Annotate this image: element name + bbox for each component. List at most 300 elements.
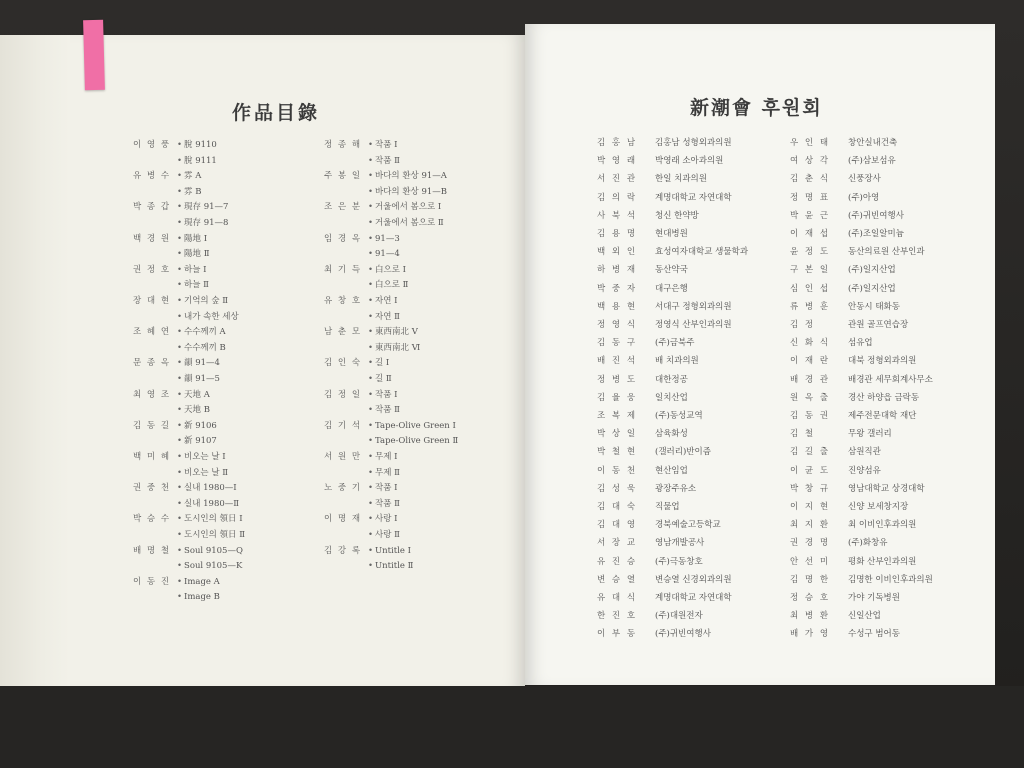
work-entry [324, 468, 400, 479]
supporter-name: 배 가 영 [790, 629, 831, 640]
work-title: Image B [184, 592, 220, 603]
work-entry [133, 592, 220, 603]
work-entry [324, 358, 389, 369]
work-title: 新 9107 [184, 436, 217, 447]
supporter-entry [597, 520, 721, 531]
supporter-affiliation: 안동시 태화동 [848, 301, 900, 312]
work-title: 하늘 Ⅰ [184, 264, 207, 275]
work-title: Untitle Ⅰ [375, 545, 411, 556]
work-entry [133, 140, 217, 151]
supporter-entry [597, 375, 688, 386]
supporter-entry [790, 593, 900, 604]
bullet: • [177, 327, 183, 338]
supporter-affiliation: 박영래 소아과의원 [655, 156, 724, 167]
supporter-affiliation: 최 이비인후과의원 [848, 520, 917, 531]
work-title: 現存 91—8 [184, 218, 229, 228]
supporter-affiliation: (주)금북주 [655, 338, 695, 349]
supporter-affiliation: 삼육화성 [655, 429, 688, 440]
supporter-affiliation: 한일 치과의원 [655, 174, 707, 185]
supporter-entry [790, 429, 892, 440]
supporter-entry [790, 411, 916, 422]
supporter-entry [597, 538, 704, 549]
work-entry [324, 156, 400, 167]
work-title: 도시인의 領日 Ⅰ [184, 514, 243, 525]
bullet: • [177, 218, 183, 228]
work-title: 실내 1980—Ⅰ [184, 483, 237, 494]
work-entry [133, 202, 228, 213]
work-title: 韻 91—5 [184, 374, 220, 384]
supporter-name: 김 용 명 [597, 229, 638, 239]
supporter-name: 김 성 욱 [597, 483, 638, 494]
supporter-affiliation: (주)대원전자 [655, 611, 703, 622]
work-entry [133, 514, 243, 525]
supporter-entry [790, 156, 896, 167]
supporter-name: 백 용 현 [597, 301, 638, 312]
supporter-affiliation: 삼원직관 [848, 447, 881, 458]
artist-name: 배 명 철 [133, 545, 171, 556]
work-entry [324, 561, 413, 572]
bullet: • [177, 171, 183, 182]
artist-name: 문 종 옥 [133, 358, 171, 369]
bullet: • [177, 576, 183, 587]
work-entry [133, 374, 220, 385]
supporter-name: 이 동 천 [597, 465, 638, 476]
supporter-affiliation: 가야 기독병원 [848, 593, 900, 603]
work-title: 실내 1980—Ⅱ [184, 498, 240, 509]
artist-name: 백 경 원 [133, 233, 171, 244]
work-entry [133, 452, 226, 463]
work-entry [324, 140, 397, 151]
supporter-name: 최 병 환 [790, 611, 831, 622]
supporter-affiliation: 신양 보세창지장 [848, 502, 909, 512]
supporter-affiliation: (주)일지산업 [848, 265, 896, 276]
work-entry [133, 234, 207, 245]
supporter-entry [597, 629, 711, 640]
work-entry [133, 171, 201, 182]
bullet: • [177, 545, 183, 556]
left-page [0, 35, 525, 689]
bullet: • [368, 202, 374, 213]
supporter-entry [790, 138, 897, 149]
supporter-affiliation: 대한정공 [655, 374, 688, 385]
work-title: 天地 A [184, 389, 210, 400]
bullet: • [368, 233, 374, 244]
supporter-name: 윤 정 도 [790, 247, 831, 258]
bullet: • [368, 436, 374, 447]
work-entry [324, 249, 400, 260]
artist-name: 노 중 기 [324, 483, 362, 494]
bullet: • [177, 296, 183, 306]
bullet: • [177, 311, 183, 322]
artist-name: 유 병 수 [133, 171, 171, 182]
supporter-entry [790, 338, 873, 349]
supporter-affiliation: 대구은행 [655, 283, 688, 294]
work-entry [324, 390, 397, 401]
bullet: • [368, 280, 374, 291]
supporter-affiliation: (갤러리)반이즘 [655, 447, 711, 458]
supporter-name: 김 철 [790, 429, 816, 440]
work-entry [324, 312, 400, 323]
work-title: 비오는 날 Ⅰ [184, 452, 226, 462]
supporter-entry [790, 575, 933, 586]
work-entry [133, 436, 217, 447]
artist-name: 주 봉 일 [324, 171, 362, 182]
bullet: • [368, 389, 374, 400]
supporter-affiliation: 배 치과의원 [655, 356, 699, 367]
work-title: 사랑 Ⅱ [375, 530, 400, 540]
work-title: 現存 91—7 [184, 202, 229, 213]
supporter-affiliation: 동산약국 [655, 265, 688, 276]
supporter-affiliation: 영남개발공사 [655, 538, 705, 549]
work-title: 작품 Ⅰ [375, 140, 398, 150]
supporter-affiliation: 제주전문대학 재단 [848, 411, 917, 421]
artist-name: 최 기 득 [324, 264, 362, 275]
supporter-name: 이 재 섭 [790, 229, 831, 239]
supporter-affiliation: 현대병원 [655, 229, 688, 239]
supporter-entry [790, 302, 900, 313]
bullet: • [368, 405, 374, 416]
bullet: • [177, 452, 183, 462]
supporter-entry [790, 502, 908, 513]
supporter-affiliation: (주)화창유 [848, 538, 888, 549]
bullet: • [177, 498, 183, 509]
artist-name: 조 혜 연 [133, 327, 171, 338]
supporter-entry [597, 466, 688, 477]
supporter-name: 권 경 명 [790, 538, 831, 549]
work-title: 내가 속한 세상 [184, 311, 239, 322]
supporter-name: 박 창 규 [790, 483, 831, 494]
work-title: 작품 Ⅰ [375, 389, 398, 400]
supporter-entry [790, 466, 881, 477]
bullet: • [177, 202, 183, 213]
work-entry [324, 499, 400, 510]
supporter-entry [597, 174, 707, 185]
supporter-entry [597, 247, 748, 258]
supporter-name: 정 병 도 [597, 374, 638, 385]
work-title: 바다의 환상 91—A [375, 171, 447, 182]
artist-name: 김 강 록 [324, 545, 362, 556]
supporter-affiliation: (주)극동창호 [655, 556, 703, 567]
bullet: • [177, 561, 183, 572]
table-surface [0, 686, 1024, 768]
supporter-name: 심 인 섭 [790, 283, 831, 294]
supporter-entry [790, 174, 881, 185]
work-entry [133, 187, 201, 198]
work-entry [133, 343, 226, 354]
supporter-name: 박 철 현 [597, 447, 638, 458]
supporter-name: 배 진 석 [597, 356, 638, 367]
work-title: 작품 Ⅱ [375, 155, 400, 166]
work-title: 天地 B [184, 405, 210, 416]
bullet: • [368, 186, 374, 197]
supporter-affiliation: 섬유업 [848, 338, 873, 349]
bullet: • [177, 233, 183, 244]
work-entry [133, 468, 228, 479]
supporter-name: 박 영 래 [597, 156, 638, 167]
work-title: 雰 A [184, 171, 202, 182]
bullet: • [368, 171, 374, 182]
bullet: • [177, 436, 183, 447]
artist-name: 권 중 천 [133, 483, 171, 494]
supporter-entry [597, 302, 732, 313]
supporter-name: 김 정 [790, 320, 816, 330]
supporter-affiliation: 경산 하양읍 금락동 [848, 392, 920, 403]
supporter-name: 이 재 란 [790, 356, 831, 367]
supporter-name: 서 장 교 [597, 538, 638, 549]
supporter-entry [790, 611, 881, 622]
supporter-affiliation: 서대구 정형외과의원 [655, 301, 732, 312]
work-title: 길 Ⅱ [375, 374, 392, 384]
work-entry [133, 312, 239, 323]
supporter-name: 김 대 영 [597, 520, 638, 531]
work-title: 하늘 Ⅱ [184, 280, 209, 291]
work-entry [133, 218, 228, 229]
supporter-name: 구 본 일 [790, 265, 831, 276]
work-entry [324, 421, 456, 432]
supporter-entry [597, 447, 711, 458]
work-entry [324, 546, 411, 557]
supporter-affiliation: 일치산업 [655, 392, 688, 403]
work-title: 陽地 Ⅰ [184, 233, 208, 244]
supporter-name: 박 윤 근 [790, 210, 831, 221]
supporter-entry [790, 447, 881, 458]
artist-name: 정 종 해 [324, 140, 362, 150]
supporter-entry [597, 484, 696, 495]
work-title: 수수께끼 B [184, 342, 226, 353]
pink-sticky-tab [83, 20, 105, 90]
bullet: • [177, 467, 183, 478]
work-title: 雰 B [184, 186, 202, 197]
supporter-affiliation: 배경관 세무회계사무소 [848, 374, 933, 385]
supporter-entry [597, 393, 688, 404]
supporter-entry [790, 320, 908, 331]
work-entry [133, 483, 237, 494]
work-entry [133, 530, 245, 541]
supporter-entry [597, 193, 732, 204]
work-entry [324, 514, 397, 525]
work-title: 바다의 환상 91—B [375, 186, 448, 197]
work-entry [324, 265, 406, 276]
work-entry [324, 234, 400, 245]
bullet: • [368, 140, 374, 150]
left-page-edge-shadow [0, 35, 70, 689]
bullet: • [368, 545, 374, 556]
supporter-affiliation: 진양섬유 [848, 465, 881, 476]
artist-name: 조 은 분 [324, 202, 362, 213]
work-title: 新 9106 [184, 420, 217, 431]
work-title: 길 Ⅰ [375, 358, 390, 369]
work-title: 陽地 Ⅱ [184, 249, 210, 260]
supporter-affiliation: (주)일지산업 [848, 283, 896, 294]
supporter-affiliation: 대북 정형외과의원 [848, 356, 917, 367]
work-entry [324, 452, 397, 463]
artist-name: 김 인 숙 [324, 358, 362, 369]
supporter-name: 이 균 도 [790, 465, 831, 476]
artist-name: 권 정 호 [133, 264, 171, 275]
work-entry [324, 343, 420, 354]
right-page [525, 24, 995, 685]
bullet: • [177, 389, 183, 400]
bullet: • [368, 218, 374, 228]
artist-name: 박 승 수 [133, 514, 171, 525]
bullet: • [368, 452, 374, 462]
bullet: • [368, 249, 374, 260]
work-entry [133, 421, 217, 432]
artist-name: 남 춘 모 [324, 327, 362, 338]
supporter-entry [790, 393, 919, 404]
supporter-entry [597, 502, 680, 513]
work-entry [324, 374, 392, 385]
work-entry [133, 265, 206, 276]
supporter-name: 유 진 승 [597, 556, 638, 567]
bullet: • [368, 483, 374, 494]
bullet: • [368, 342, 374, 353]
supporter-entry [790, 484, 925, 495]
bullet: • [177, 342, 183, 353]
supporter-name: 유 대 식 [597, 593, 638, 603]
supporter-affiliation: 현산임업 [655, 465, 688, 476]
bullet: • [177, 358, 183, 369]
bullet: • [177, 264, 183, 275]
supporter-affiliation: (주)조일알미늄 [848, 229, 904, 239]
supporter-name: 우 인 태 [790, 138, 831, 148]
work-entry [133, 249, 209, 260]
work-entry [324, 327, 418, 338]
supporter-entry [597, 138, 732, 149]
supporter-name: 사 북 석 [597, 210, 638, 221]
bullet: • [368, 561, 374, 572]
supporter-entry [790, 520, 916, 531]
supporter-affiliation: 신일산업 [848, 611, 881, 622]
supporter-affiliation: 계명대학교 자연대학 [655, 593, 732, 603]
work-title: 91—4 [375, 249, 400, 260]
work-title: Untitle Ⅱ [375, 561, 414, 572]
artist-name: 김 정 일 [324, 389, 362, 400]
supporter-entry [597, 229, 688, 240]
work-title: 脫 9110 [184, 140, 217, 150]
bullet: • [368, 530, 374, 540]
supporter-entry [597, 611, 703, 622]
supporter-entry [790, 356, 916, 367]
artist-name: 이 명 재 [324, 514, 362, 525]
supporter-name: 김 명 한 [790, 574, 831, 585]
artist-name: 박 종 갑 [133, 202, 171, 213]
supporter-entry [790, 538, 887, 549]
artist-name: 서 원 만 [324, 452, 362, 462]
supporter-entry [597, 411, 703, 422]
work-title: 韻 91—4 [184, 358, 220, 369]
artist-name: 장 대 현 [133, 296, 171, 306]
supporter-name: 김 동 권 [790, 411, 831, 421]
supporter-name: 배 경 관 [790, 374, 831, 385]
work-entry [133, 390, 210, 401]
supporter-entry [790, 284, 896, 295]
supporter-entry [790, 375, 933, 386]
supporter-affiliation: 동산의료원 산부인과 [848, 247, 925, 258]
supporter-entry [597, 156, 723, 167]
supporter-affiliation: 계명대학교 자연대학 [655, 192, 732, 203]
supporter-name: 최 지 환 [790, 520, 831, 531]
bullet: • [368, 467, 374, 478]
work-title: 東西南北 Ⅵ [375, 342, 421, 353]
supporter-name: 박 상 일 [597, 429, 638, 440]
work-entry [324, 171, 447, 182]
work-entry [324, 530, 400, 541]
work-title: 자연 Ⅱ [375, 311, 400, 322]
supporter-affiliation: 직물업 [655, 502, 680, 512]
bullet: • [368, 498, 374, 509]
supporter-affiliation: (주)삼보섬유 [848, 156, 896, 167]
bullet: • [368, 358, 374, 369]
supporter-name: 변 승 열 [597, 574, 638, 585]
supporter-name: 정 승 호 [790, 593, 831, 603]
bullet: • [177, 186, 183, 197]
supporter-affiliation: 관원 골프연습장 [848, 320, 909, 330]
artist-name: 이 영 풍 [133, 140, 171, 150]
supporter-affiliation: 수성구 범어동 [848, 629, 900, 640]
work-title: 무제 Ⅰ [375, 452, 398, 462]
supporter-name: 류 병 훈 [790, 301, 831, 312]
work-entry [324, 280, 408, 291]
bullet: • [177, 280, 183, 291]
supporter-entry [597, 593, 732, 604]
work-title: 기억의 숲 Ⅱ [184, 296, 229, 306]
bullet: • [177, 420, 183, 431]
supporter-entry [597, 429, 688, 440]
supporter-name: 김 율 웅 [597, 392, 638, 403]
bullet: • [368, 264, 374, 275]
supporter-entry [790, 265, 896, 276]
supporter-name: 한 진 호 [597, 611, 638, 622]
supporter-name: 안 선 미 [790, 556, 831, 567]
artist-name: 김 동 길 [133, 420, 171, 431]
work-entry [133, 546, 243, 557]
supporter-name: 김 대 숙 [597, 502, 638, 512]
supporter-name: 김 의 락 [597, 192, 638, 203]
supporter-name: 박 중 자 [597, 283, 638, 294]
supporter-affiliation: 광장주유소 [655, 483, 697, 494]
supporter-entry [597, 557, 703, 568]
work-entry [133, 280, 209, 291]
supporter-entry [790, 629, 900, 640]
artist-name: 김 기 석 [324, 420, 362, 431]
supporter-name: 정 명 표 [790, 192, 831, 203]
work-entry [133, 577, 220, 588]
supporter-affiliation: 정영식 산부인과의원 [655, 320, 732, 330]
artist-name: 임 경 옥 [324, 233, 362, 244]
supporter-affiliation: 창안실내건축 [848, 138, 898, 148]
work-title: 비오는 날 Ⅱ [184, 467, 229, 478]
supporter-name: 여 상 각 [790, 156, 831, 167]
work-entry [324, 405, 400, 416]
supporter-affiliation: 영남대학교 상경대학 [848, 483, 925, 494]
artist-name: 이 동 진 [133, 576, 171, 587]
left-page-title: 作品目錄 [232, 102, 321, 124]
artist-name: 유 창 호 [324, 296, 362, 306]
supporter-affiliation: (주)귀빈여행사 [848, 210, 904, 221]
right-page-title: 新潮會 후원회 [690, 97, 823, 119]
supporter-affiliation: 김홍남 성형외과의원 [655, 138, 732, 148]
supporter-affiliation: (주)동성교역 [655, 411, 703, 421]
work-title: 도시인의 領日 Ⅱ [184, 530, 246, 540]
bullet: • [177, 155, 183, 166]
supporter-entry [597, 284, 688, 295]
supporter-entry [790, 229, 904, 240]
supporter-name: 조 복 제 [597, 411, 638, 421]
supporter-entry [597, 211, 699, 222]
supporter-affiliation: 청신 한약방 [655, 210, 699, 221]
artist-name: 백 미 혜 [133, 452, 171, 462]
